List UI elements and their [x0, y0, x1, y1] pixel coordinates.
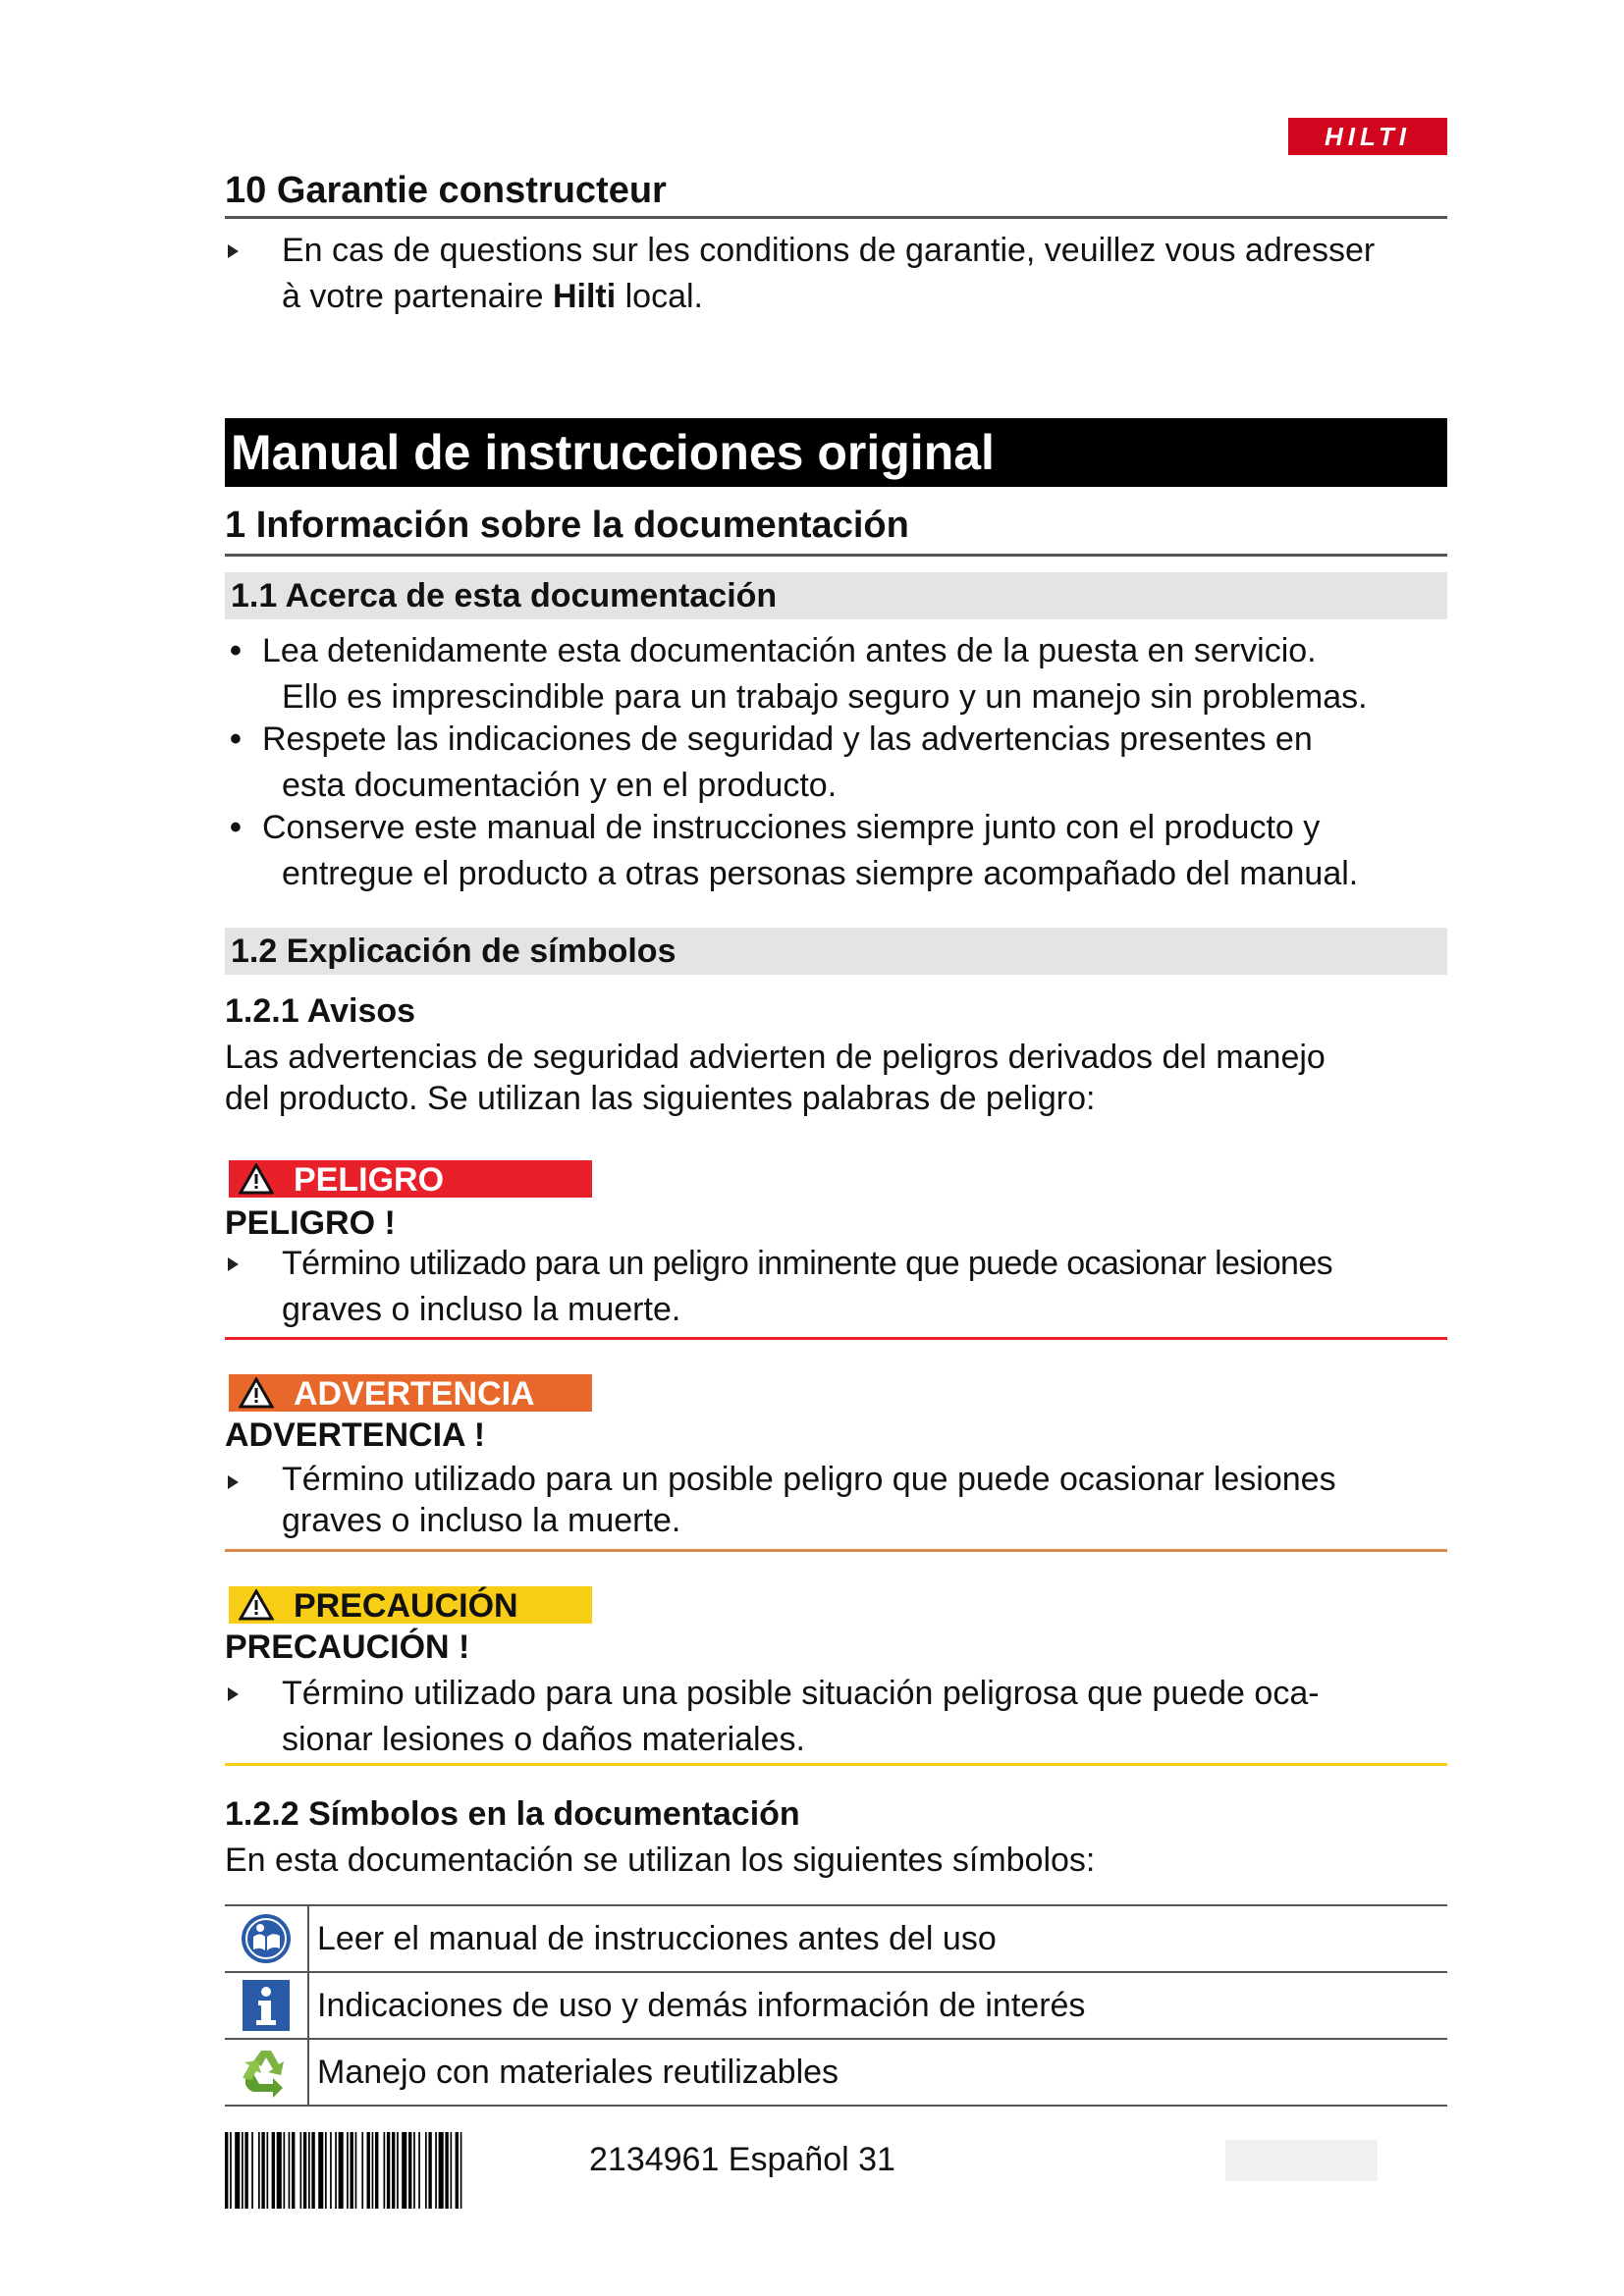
table-row: Leer el manual de instrucciones antes del uso	[225, 1906, 1447, 1973]
info-icon	[242, 1979, 291, 2032]
section-1-heading: 1 Información sobre la documentación	[225, 499, 1447, 557]
read-manual-icon	[239, 1911, 294, 1966]
list-item: • Lea detenidamente esta documentación antes de la puesta en servicio. Ello es imprescindible para un trabajo seguro y un manejo sin problemas.	[225, 628, 1580, 721]
table-row: Manejo con materiales reutilizables	[225, 2040, 1447, 2107]
peligro-rule	[225, 1337, 1447, 1340]
manual-title-banner: Manual de instrucciones original	[225, 418, 1447, 487]
bullet-dot: •	[230, 632, 242, 669]
warranty-line-2: à votre partenaire Hilti local.	[282, 278, 703, 315]
peligro-signal-label: PELIGRO	[229, 1160, 592, 1198]
warning-triangle-icon	[239, 1163, 274, 1195]
peligro-signal-word: PELIGRO !	[225, 1204, 396, 1242]
section-10-heading: 10 Garantie constructeur	[225, 167, 1447, 219]
simbolos-intro: En esta documentación se utilizan los siguientes símbolos:	[225, 1842, 1096, 1879]
section-1-2-heading: 1.2 Explicación de símbolos	[225, 928, 1447, 975]
footer-gray-box	[1225, 2140, 1378, 2181]
section-10-text	[225, 228, 1447, 320]
advertencia-rule	[225, 1549, 1447, 1552]
bullet-arrow-icon	[228, 1257, 239, 1271]
table-row: Indicaciones de uso y demás información de interés	[225, 1973, 1447, 2040]
bullet-arrow-icon	[228, 1687, 239, 1701]
section-1-2-1-heading: 1.2.1 Avisos	[225, 992, 416, 1030]
warning-triangle-icon	[239, 1589, 274, 1621]
advertencia-signal-label: ADVERTENCIA	[229, 1374, 592, 1412]
hilti-logo: HILTI	[1288, 118, 1447, 155]
bullet-arrow-icon	[228, 244, 239, 258]
symbols-table	[225, 1904, 1447, 2107]
precaucion-signal-word: PRECAUCIÓN !	[225, 1629, 470, 1666]
precaucion-description: Término utilizado para una posible situación peligrosa que puede oca- sionar lesiones o daños materiales.	[225, 1671, 1447, 1763]
advertencia-description: Término utilizado para un posible peligro que puede ocasionar lesiones graves o incluso la muerte.	[225, 1459, 1447, 1541]
advertencia-signal-word: ADVERTENCIA !	[225, 1416, 486, 1454]
warning-triangle-icon	[239, 1377, 274, 1409]
section-1-2-2-heading: 1.2.2 Símbolos en la documentación	[225, 1795, 800, 1833]
peligro-description: Término utilizado para un peligro inminente que puede ocasionar lesiones graves o incluso la muerte.	[225, 1241, 1447, 1333]
bullet-dot: •	[230, 809, 242, 846]
precaucion-rule	[225, 1763, 1447, 1766]
bullet-arrow-icon	[228, 1475, 239, 1489]
section-1-1-heading: 1.1 Acerca de esta documentación	[225, 572, 1447, 619]
list-item: • Respete las indicaciones de seguridad y las advertencias presentes en esta documentación y en el producto.	[225, 717, 1580, 809]
bullet-dot: •	[230, 721, 242, 758]
precaucion-signal-label: PRECAUCIÓN	[229, 1586, 592, 1624]
barcode	[225, 2132, 559, 2209]
recycle-icon	[238, 2045, 295, 2100]
warranty-line-1: En cas de questions sur les conditions de garantie, veuillez vous adresser	[282, 232, 1376, 269]
list-item: • Conserve este manual de instrucciones siempre junto con el producto y entregue el producto a otras personas siempre acompañado del manual.	[225, 805, 1580, 897]
avisos-intro: Las advertencias de seguridad advierten de peligros derivados del manejo del producto. Se utilizan las siguientes palabras de peligro:	[225, 1039, 1326, 1117]
page-footer: 2134961 Español 31	[589, 2141, 895, 2178]
